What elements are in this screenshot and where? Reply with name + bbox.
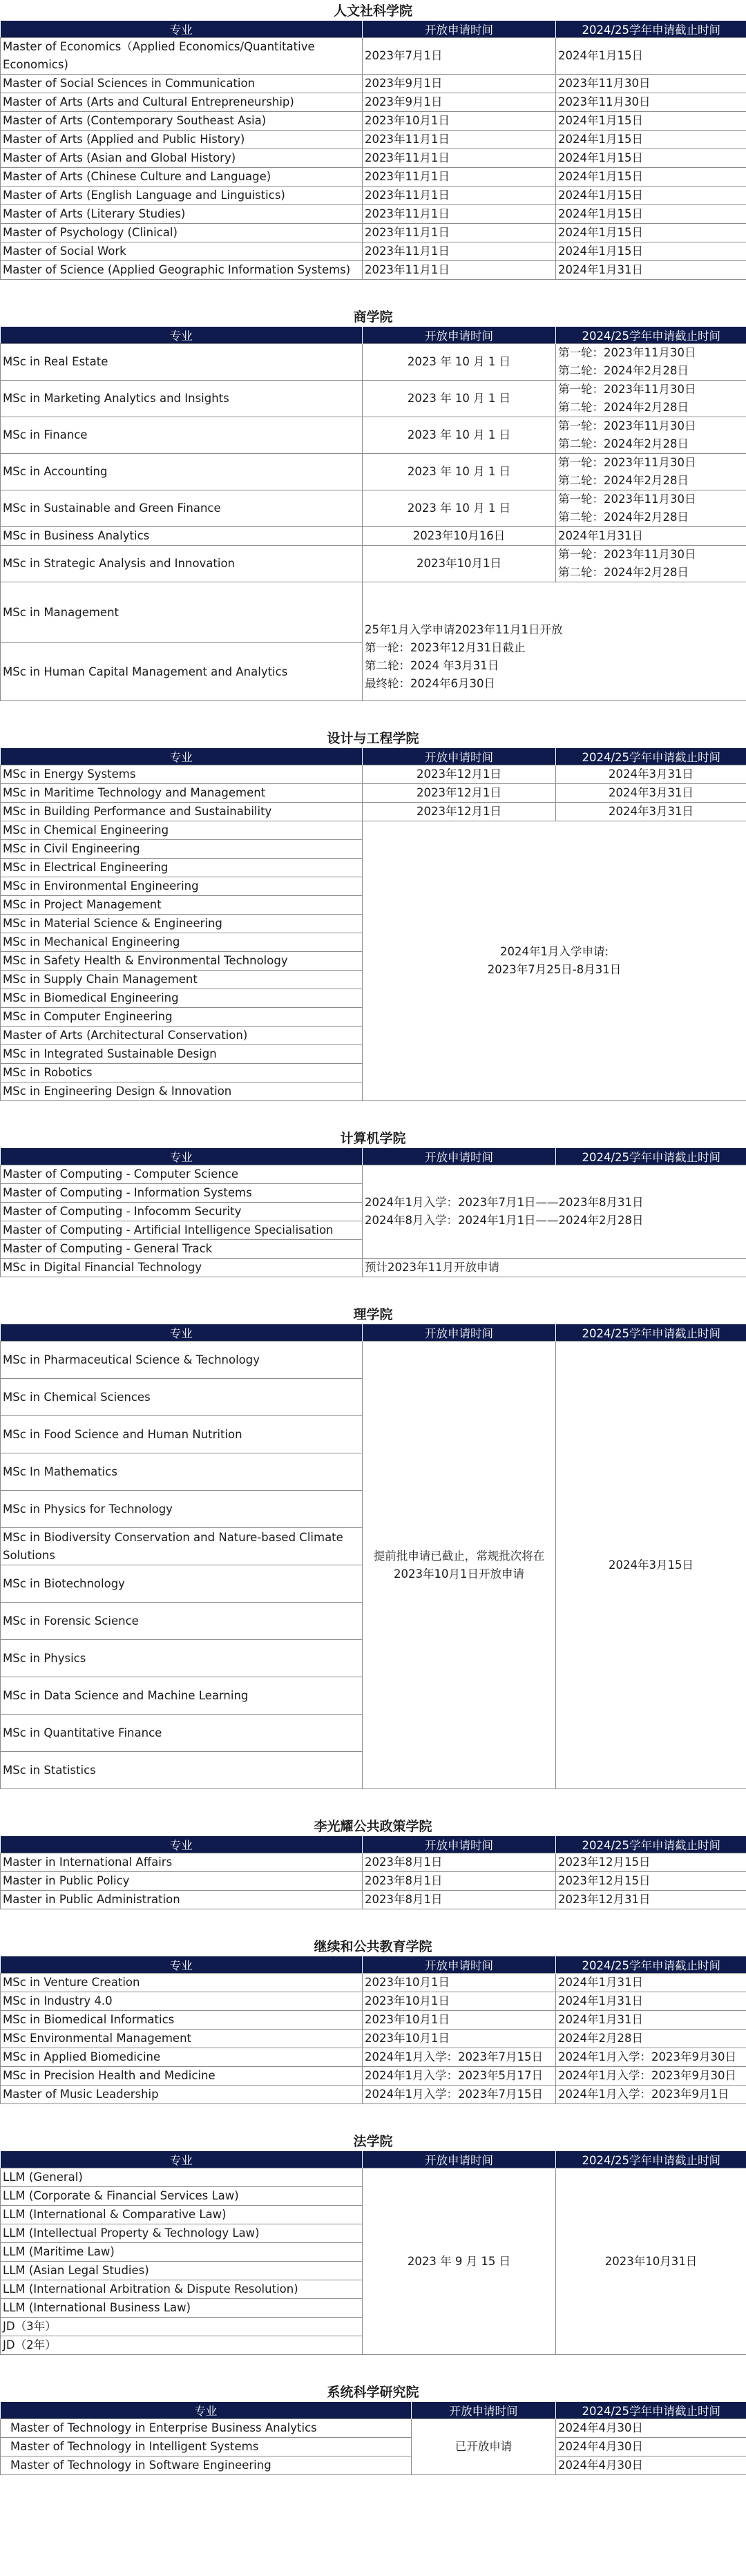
deadline-cell: 2024年1月15日 bbox=[556, 149, 746, 168]
table-row bbox=[1, 454, 746, 490]
table-row bbox=[1, 2067, 746, 2086]
open-cell: 2023 年 10 月 1 日 bbox=[363, 454, 556, 490]
table-row bbox=[1, 2030, 746, 2048]
round-2: 第二轮：2024年2月28日 bbox=[558, 511, 689, 524]
open-cell: 2023 年 10 月 1 日 bbox=[363, 344, 556, 381]
table-row bbox=[1, 1259, 746, 1277]
program-table bbox=[0, 21, 746, 280]
major-cell: MSc in Accounting bbox=[1, 454, 363, 490]
program-table bbox=[0, 2402, 746, 2475]
deadline-cell: 2023年10月31日 bbox=[556, 2168, 746, 2355]
jan-intake-note: 2024年1月入学：2023年7月1日——2023年8月31日 bbox=[365, 1196, 644, 1209]
major-cell: MSc in Energy Systems bbox=[1, 765, 363, 784]
header-open: 开放申请时间 bbox=[363, 2151, 556, 2168]
open-cell: 2023年9月1日 bbox=[363, 93, 556, 112]
header-open: 开放申请时间 bbox=[363, 1836, 556, 1853]
deadline-cell: 2024年1月31日 bbox=[556, 261, 746, 280]
major-cell: Master of Arts (Contemporary Southeast Asia) bbox=[1, 112, 363, 131]
deadline-cell: 2024年1月15日 bbox=[556, 187, 746, 205]
table-row bbox=[1, 93, 746, 112]
deadline-cell bbox=[556, 490, 746, 527]
major-cell: MSc in Chemical Engineering bbox=[1, 821, 363, 840]
table-row bbox=[1, 2456, 746, 2475]
major-cell: MSc in Safety Health & Environmental Technology bbox=[1, 952, 363, 971]
table-row bbox=[1, 1992, 746, 2011]
section-design-engineering bbox=[0, 729, 746, 1101]
merged-note-cell bbox=[363, 821, 746, 1101]
open-note-1: 提前批申请已截止，常规批次将在 bbox=[373, 1549, 545, 1563]
section-computing bbox=[0, 1129, 746, 1277]
header-open: 开放申请时间 bbox=[363, 1956, 556, 1974]
major-cell: Master of Arts (Literary Studies) bbox=[1, 205, 363, 224]
header-major: 专业 bbox=[1, 2402, 412, 2419]
major-cell: MSc in Sustainable and Green Finance bbox=[1, 490, 363, 527]
table-row bbox=[1, 2048, 746, 2067]
table-row bbox=[1, 344, 746, 381]
major-cell: Master of Computing - Infocomm Security bbox=[1, 1203, 363, 1221]
table-row bbox=[1, 187, 746, 205]
round-1: 第一轮：2023年11月30日 bbox=[558, 383, 696, 396]
major-cell: LLM (Asian Legal Studies) bbox=[1, 2262, 363, 2280]
deadline-cell bbox=[556, 454, 746, 490]
header-open: 开放申请时间 bbox=[412, 2402, 556, 2419]
section-title: 人文社科学院 bbox=[333, 3, 412, 19]
major-cell: MSc in Strategic Analysis and Innovation bbox=[1, 546, 363, 582]
header-deadline: 2024/25学年申请截止时间 bbox=[556, 2402, 746, 2419]
table-row bbox=[1, 205, 746, 224]
table-row bbox=[1, 527, 746, 546]
deadline-cell: 2023年11月30日 bbox=[556, 93, 746, 112]
section-title: 理学院 bbox=[353, 1307, 393, 1322]
header-deadline: 2024/25学年申请截止时间 bbox=[556, 1324, 746, 1342]
major-cell: Master of Computing - General Track bbox=[1, 1240, 363, 1259]
round-1: 第一轮：2023年11月30日 bbox=[558, 346, 696, 359]
table-row bbox=[1, 1853, 746, 1872]
open-cell: 2023年9月1日 bbox=[363, 75, 556, 93]
major-cell: MSc Environmental Management bbox=[1, 2030, 363, 2048]
deadline-cell: 2024年1月入学：2023年9月30日 bbox=[556, 2067, 746, 2086]
round-1: 第一轮：2023年11月30日 bbox=[558, 419, 696, 432]
hcm-round-1: 第一轮：2023年12月31日截止 bbox=[365, 641, 526, 654]
major-cell: MSc in Biodiversity Conservation and Nature-based Climate Solutions bbox=[1, 1528, 363, 1565]
header-major: 专业 bbox=[1, 327, 363, 344]
header-deadline: 2024/25学年申请截止时间 bbox=[556, 21, 746, 38]
deadline-cell bbox=[556, 546, 746, 582]
open-cell: 2023年11月1日 bbox=[363, 224, 556, 242]
header-major: 专业 bbox=[1, 748, 363, 765]
major-cell: LLM (International Arbitration & Dispute Resolution) bbox=[1, 2280, 363, 2299]
major-cell: Master of Arts (English Language and Linguistics) bbox=[1, 187, 363, 205]
program-table bbox=[0, 327, 746, 701]
open-cell bbox=[363, 1342, 556, 1789]
open-cell: 2024年1月入学：2023年5月17日 bbox=[363, 2067, 556, 2086]
deadline-cell: 2024年4月30日 bbox=[556, 2438, 746, 2456]
deadline-cell: 2024年2月28日 bbox=[556, 2030, 746, 2048]
major-cell: Master of Economics（Applied Economics/Quantitative Economics) bbox=[1, 38, 363, 75]
management-open-note: 25年1月入学申请2023年11月1日开放 bbox=[365, 623, 563, 636]
open-cell: 2023 年 10 月 1 日 bbox=[363, 381, 556, 417]
major-cell: MSc in Robotics bbox=[1, 1064, 363, 1082]
section-science bbox=[0, 1305, 746, 1789]
section-humanities bbox=[0, 1, 746, 280]
program-table bbox=[0, 1324, 746, 1789]
major-cell: Master of Arts (Applied and Public History) bbox=[1, 131, 363, 149]
open-cell: 2023年11月1日 bbox=[363, 242, 556, 261]
table-row bbox=[1, 168, 746, 187]
major-cell: MSc in Supply Chain Management bbox=[1, 971, 363, 989]
major-cell: MSc in Project Management bbox=[1, 896, 363, 915]
round-2: 第二轮：2024年2月28日 bbox=[558, 566, 689, 579]
section-title: 计算机学院 bbox=[340, 1131, 406, 1146]
header-deadline: 2024/25学年申请截止时间 bbox=[556, 1148, 746, 1165]
major-cell: LLM (General) bbox=[1, 2168, 363, 2187]
header-major: 专业 bbox=[1, 1324, 363, 1342]
major-cell: MSc In Mathematics bbox=[1, 1453, 363, 1491]
deadline-cell: 2024年1月31日 bbox=[556, 1992, 746, 2011]
deadline-cell: 2024年1月15日 bbox=[556, 131, 746, 149]
open-cell: 2023年11月1日 bbox=[363, 261, 556, 280]
major-cell: MSc in Food Science and Human Nutrition bbox=[1, 1416, 363, 1453]
open-cell: 已开放申请 bbox=[412, 2419, 556, 2475]
section-systems-science bbox=[0, 2383, 746, 2475]
major-cell: MSc in Precision Health and Medicine bbox=[1, 2067, 363, 2086]
table-row bbox=[1, 2086, 746, 2104]
deadline-cell: 2023年11月30日 bbox=[556, 75, 746, 93]
major-cell: MSc in Applied Biomedicine bbox=[1, 2048, 363, 2067]
open-cell: 2023年11月1日 bbox=[363, 131, 556, 149]
deadline-cell: 2024年1月31日 bbox=[556, 527, 746, 546]
open-cell: 2023年10月1日 bbox=[363, 1992, 556, 2011]
open-cell: 2023年10月16日 bbox=[363, 527, 556, 546]
program-table bbox=[0, 2151, 746, 2355]
open-cell: 2023年12月1日 bbox=[363, 784, 556, 803]
deadline-cell: 2024年1月15日 bbox=[556, 112, 746, 131]
table-row bbox=[1, 131, 746, 149]
deadline-cell: 2024年4月30日 bbox=[556, 2456, 746, 2475]
major-cell: MSc in Finance bbox=[1, 417, 363, 454]
header-major: 专业 bbox=[1, 2151, 363, 2168]
major-cell: Master of Computing - Artificial Intelligence Specialisation bbox=[1, 1221, 363, 1240]
major-cell: MSc in Digital Financial Technology bbox=[1, 1259, 363, 1277]
major-cell: MSc in Human Capital Management and Analytics bbox=[1, 643, 363, 701]
major-cell: MSc in Computer Engineering bbox=[1, 1008, 363, 1027]
table-row bbox=[1, 2168, 746, 2187]
table-row bbox=[1, 2419, 746, 2438]
deadline-cell: 2024年4月30日 bbox=[556, 2419, 746, 2438]
open-cell: 2023年8月1日 bbox=[363, 1891, 556, 1909]
deadline-cell: 2024年3月31日 bbox=[556, 784, 746, 803]
deadline-cell bbox=[556, 344, 746, 381]
table-row bbox=[1, 1165, 746, 1184]
open-cell: 预计2023年11月开放申请 bbox=[363, 1259, 746, 1277]
major-cell: MSc in Quantitative Finance bbox=[1, 1715, 363, 1752]
table-row bbox=[1, 242, 746, 261]
table-row bbox=[1, 261, 746, 280]
open-cell: 2023年8月1日 bbox=[363, 1853, 556, 1872]
major-cell: MSc in Business Analytics bbox=[1, 527, 363, 546]
table-row bbox=[1, 2438, 746, 2456]
round-2: 第二轮：2024年2月28日 bbox=[558, 364, 689, 377]
major-cell: Master of Arts (Architectural Conservation) bbox=[1, 1027, 363, 1045]
deadline-cell: 2023年12月15日 bbox=[556, 1872, 746, 1891]
major-cell: Master in International Affairs bbox=[1, 1853, 363, 1872]
major-cell: MSc in Pharmaceutical Science & Technology bbox=[1, 1342, 363, 1379]
header-open: 开放申请时间 bbox=[363, 1148, 556, 1165]
major-cell: Master of Technology in Enterprise Business Analytics bbox=[1, 2419, 412, 2438]
deadline-cell: 2024年1月15日 bbox=[556, 205, 746, 224]
open-cell: 2023年11月1日 bbox=[363, 205, 556, 224]
deadline-cell: 2023年12月31日 bbox=[556, 1891, 746, 1909]
hcm-round-2: 第二轮：2024 年3月31日 bbox=[365, 659, 499, 672]
deadline-cell: 2024年3月15日 bbox=[556, 1342, 746, 1789]
section-title: 法学院 bbox=[353, 2134, 393, 2149]
open-cell: 2023年10月1日 bbox=[363, 2030, 556, 2048]
round-2: 第二轮：2024年2月28日 bbox=[558, 401, 689, 414]
major-cell: LLM (International & Comparative Law) bbox=[1, 2206, 363, 2224]
open-cell: 2023 年 10 月 1 日 bbox=[363, 417, 556, 454]
deadline-cell: 2023年12月15日 bbox=[556, 1853, 746, 1872]
table-row bbox=[1, 546, 746, 582]
major-cell: MSc in Material Science & Engineering bbox=[1, 915, 363, 933]
major-cell: MSc in Maritime Technology and Management bbox=[1, 784, 363, 803]
header-deadline: 2024/25学年申请截止时间 bbox=[556, 2151, 746, 2168]
round-2: 第二轮：2024年2月28日 bbox=[558, 437, 689, 450]
program-table bbox=[0, 1836, 746, 1909]
major-cell: LLM (Intellectual Property & Technology Law) bbox=[1, 2224, 363, 2243]
major-cell: MSc in Biomedical Informatics bbox=[1, 2011, 363, 2030]
deadline-cell: 2024年1月31日 bbox=[556, 2011, 746, 2030]
open-cell: 2023年8月1日 bbox=[363, 1872, 556, 1891]
table-row bbox=[1, 417, 746, 454]
open-cell: 2023年11月1日 bbox=[363, 168, 556, 187]
major-cell: MSc in Physics for Technology bbox=[1, 1491, 363, 1528]
open-cell: 2023年10月1日 bbox=[363, 1974, 556, 1992]
aug-intake-note: 2024年8月入学：2024年1月1日——2024年2月28日 bbox=[365, 1214, 644, 1227]
open-cell: 2023年10月1日 bbox=[363, 2011, 556, 2030]
header-major: 专业 bbox=[1, 1836, 363, 1853]
deadline-cell: 2024年1月入学：2023年9月1日 bbox=[556, 2086, 746, 2104]
program-table bbox=[0, 748, 746, 1101]
major-cell: MSc in Statistics bbox=[1, 1752, 363, 1789]
major-cell: Master of Psychology (Clinical) bbox=[1, 224, 363, 242]
table-row bbox=[1, 1872, 746, 1891]
table-row bbox=[1, 2011, 746, 2030]
major-cell: MSc in Venture Creation bbox=[1, 1974, 363, 1992]
table-row bbox=[1, 803, 746, 821]
major-cell: MSc in Biotechnology bbox=[1, 1565, 363, 1603]
major-cell: MSc in Environmental Engineering bbox=[1, 877, 363, 896]
program-table bbox=[0, 1148, 746, 1277]
major-cell: Master of Computing - Information Systems bbox=[1, 1184, 363, 1203]
table-row bbox=[1, 1342, 746, 1379]
intake-note: 2024年1月入学申请: bbox=[499, 945, 609, 958]
header-open: 开放申请时间 bbox=[363, 21, 556, 38]
header-open: 开放申请时间 bbox=[363, 327, 556, 344]
table-row bbox=[1, 75, 746, 93]
major-cell: MSc in Management bbox=[1, 582, 363, 643]
major-cell: MSc in Forensic Science bbox=[1, 1603, 363, 1640]
header-deadline: 2024/25学年申请截止时间 bbox=[556, 748, 746, 765]
deadline-cell: 2024年1月31日 bbox=[556, 1974, 746, 1992]
header-deadline: 2024/25学年申请截止时间 bbox=[556, 327, 746, 344]
major-cell: Master of Science (Applied Geographic Information Systems) bbox=[1, 261, 363, 280]
section-title: 商学院 bbox=[353, 309, 393, 325]
major-cell: MSc in Real Estate bbox=[1, 344, 363, 381]
deadline-cell: 2024年1月15日 bbox=[556, 242, 746, 261]
table-row bbox=[1, 1891, 746, 1909]
deadline-cell bbox=[556, 381, 746, 417]
open-cell: 2023年11月1日 bbox=[363, 149, 556, 168]
deadline-cell: 2024年1月入学：2023年9月30日 bbox=[556, 2048, 746, 2067]
management-note-cell bbox=[363, 582, 746, 701]
table-row bbox=[1, 224, 746, 242]
major-cell: MSc in Integrated Sustainable Design bbox=[1, 1045, 363, 1064]
open-cell: 2023年12月1日 bbox=[363, 765, 556, 784]
major-cell: MSc in Physics bbox=[1, 1640, 363, 1677]
major-cell: MSc in Civil Engineering bbox=[1, 840, 363, 859]
header-deadline: 2024/25学年申请截止时间 bbox=[556, 1836, 746, 1853]
header-open: 开放申请时间 bbox=[363, 1324, 556, 1342]
open-cell: 2023年10月1日 bbox=[363, 112, 556, 131]
header-major: 专业 bbox=[1, 1956, 363, 1974]
table-row bbox=[1, 381, 746, 417]
major-cell: MSc in Engineering Design & Innovation bbox=[1, 1082, 363, 1101]
table-row bbox=[1, 1974, 746, 1992]
section-title: 设计与工程学院 bbox=[327, 731, 419, 746]
deadline-cell: 2024年1月15日 bbox=[556, 168, 746, 187]
major-cell: MSc in Biomedical Engineering bbox=[1, 989, 363, 1008]
section-business bbox=[0, 307, 746, 701]
section-title: 李光耀公共政策学院 bbox=[314, 1819, 432, 1834]
open-cell: 2023年7月1日 bbox=[363, 38, 556, 75]
open-note-2: 2023年10月1日开放申请 bbox=[394, 1567, 524, 1581]
deadline-cell: 2024年1月15日 bbox=[556, 224, 746, 242]
table-row bbox=[1, 784, 746, 803]
table-row bbox=[1, 582, 746, 643]
open-cell: 2024年1月入学：2023年7月15日 bbox=[363, 2048, 556, 2067]
merged-note-cell bbox=[363, 1165, 746, 1259]
program-table bbox=[0, 1956, 746, 2104]
header-open: 开放申请时间 bbox=[363, 748, 556, 765]
deadline-cell bbox=[556, 417, 746, 454]
major-cell: Master of Social Sciences in Communication bbox=[1, 75, 363, 93]
table-row bbox=[1, 38, 746, 75]
section-continuing-education bbox=[0, 1937, 746, 2104]
major-cell: Master in Public Policy bbox=[1, 1872, 363, 1891]
major-cell: LLM (Maritime Law) bbox=[1, 2243, 363, 2262]
major-cell: Master in Public Administration bbox=[1, 1891, 363, 1909]
header-deadline: 2024/25学年申请截止时间 bbox=[556, 1956, 746, 1974]
open-cell: 2024年1月入学：2023年7月15日 bbox=[363, 2086, 556, 2104]
major-cell: JD（3年） bbox=[1, 2318, 363, 2336]
open-cell: 2023 年 9 月 15 日 bbox=[363, 2168, 556, 2355]
header-major: 专业 bbox=[1, 21, 363, 38]
section-law bbox=[0, 2132, 746, 2355]
major-cell: Master of Social Work bbox=[1, 242, 363, 261]
header-major: 专业 bbox=[1, 1148, 363, 1165]
table-row bbox=[1, 821, 746, 840]
section-title: 系统科学研究院 bbox=[327, 2385, 419, 2400]
intake-window: 2023年7月25日-8月31日 bbox=[487, 963, 622, 976]
open-cell: 2023年10月1日 bbox=[363, 546, 556, 582]
major-cell: LLM (International Business Law) bbox=[1, 2299, 363, 2318]
major-cell: MSc in Data Science and Machine Learning bbox=[1, 1677, 363, 1715]
round-1: 第一轮：2023年11月30日 bbox=[558, 456, 696, 469]
deadline-cell: 2024年3月31日 bbox=[556, 803, 746, 821]
major-cell: MSc in Electrical Engineering bbox=[1, 859, 363, 877]
deadline-cell: 2024年1月15日 bbox=[556, 38, 746, 75]
open-cell: 2023年12月1日 bbox=[363, 803, 556, 821]
table-row bbox=[1, 490, 746, 527]
round-2: 第二轮：2024年2月28日 bbox=[558, 474, 689, 487]
major-cell: LLM (Corporate & Financial Services Law) bbox=[1, 2187, 363, 2206]
major-cell: MSc in Chemical Sciences bbox=[1, 1379, 363, 1416]
major-cell: Master of Computing - Computer Science bbox=[1, 1165, 363, 1184]
hcm-final-round: 最终轮：2024年6月30日 bbox=[365, 677, 495, 690]
major-cell: Master of Technology in Intelligent Systems bbox=[1, 2438, 412, 2456]
section-title: 继续和公共教育学院 bbox=[314, 1939, 432, 1954]
section-public-policy bbox=[0, 1817, 746, 1909]
round-1: 第一轮：2023年11月30日 bbox=[558, 548, 696, 561]
round-1: 第一轮：2023年11月30日 bbox=[558, 493, 696, 506]
table-row bbox=[1, 149, 746, 168]
major-cell: MSc in Marketing Analytics and Insights bbox=[1, 381, 363, 417]
major-cell: Master of Arts (Arts and Cultural Entrepreneurship) bbox=[1, 93, 363, 112]
major-cell: MSc in Building Performance and Sustainability bbox=[1, 803, 363, 821]
major-cell: Master of Arts (Chinese Culture and Language) bbox=[1, 168, 363, 187]
major-cell: Master of Music Leadership bbox=[1, 2086, 363, 2104]
open-cell: 2023年11月1日 bbox=[363, 187, 556, 205]
major-cell: Master of Arts (Asian and Global History) bbox=[1, 149, 363, 168]
major-cell: JD（2年） bbox=[1, 2336, 363, 2355]
table-row bbox=[1, 112, 746, 131]
open-cell: 2023 年 10 月 1 日 bbox=[363, 490, 556, 527]
table-row bbox=[1, 765, 746, 784]
deadline-cell: 2024年3月31日 bbox=[556, 765, 746, 784]
major-cell: MSc in Mechanical Engineering bbox=[1, 933, 363, 952]
major-cell: Master of Technology in Software Engineering bbox=[1, 2456, 412, 2475]
major-cell: MSc in Industry 4.0 bbox=[1, 1992, 363, 2011]
